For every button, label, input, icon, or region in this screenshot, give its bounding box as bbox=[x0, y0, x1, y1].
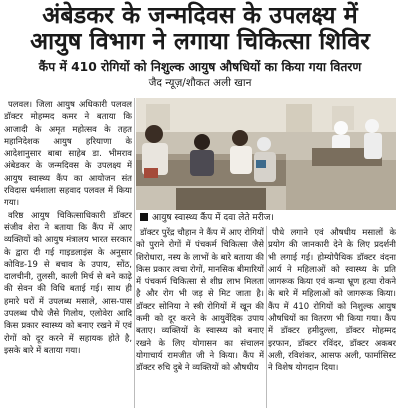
camp-photo-illustration bbox=[136, 98, 396, 210]
byline: जैद न्यूज़/शौकत अली खान bbox=[148, 76, 252, 89]
column-divider bbox=[266, 226, 267, 408]
article-body bbox=[4, 98, 396, 408]
photo-caption: आयुष स्वास्थ्य कैंप में दवा लेते मरीज। bbox=[136, 211, 396, 225]
paragraph: वरिष्ठ आयुष चिकित्साधिकारी डॉक्टर संजीव शेरा ने बताया कि कैंप में आए व्यक्तियों को आयुष मंत्रालय भारत सरकार के द्वारा दी गई गाइडलाइंस के अनुसार कोविड-19 से बचाव के उपाय, सोंठ, दालचीनी, तुलसी, काली मिर्च से बने काढ़े की सेवन की विधि बताई गई। साथ ही हमारे घरों में उपलब्ध मसाले, आस-पास उपलब्ध पौधे जैसे गिलोय, एलोवेरा आदि किस प्रकार स्वास्थ्य को बनाए रखने में एवं रोगों को दूर करने में सहायक होते है, इसके बारे में बताया गया। bbox=[4, 209, 132, 355]
headline-line-2: आयुष विभाग ने लगाया चिकित्सा शिविर bbox=[30, 27, 370, 56]
column-divider bbox=[134, 98, 135, 408]
paragraph: डॉक्टर पुरेंद्र चौहान ने कैंप में आए रोगियों को पुराने रोगों में पंचकर्म चिकित्सा जैसे शिरोधारा, नस्य के लाभों के बारे बताया की किस प्रकार त्वचा रोगों, मानसिक बीमारियों में पंचकर्म चिकित्सा से शीघ्र लाभ मिलता है और रोग भी जड़ से मिट जाता है। डॉक्टर सोनिया ने स्त्री रोगियों में खून की कमी को दूर करने के आयुर्वेदिक उपाय बताए। व्यक्तियों के स्वास्थ्य को बनाए रखने के लिए योगासन का संचालन योगाचार्य रामजीत जी ने किया। कैंप में डॉक्टर रुचि दुबे ने व्यक्तियों को औषधीय bbox=[136, 227, 264, 373]
article-column-2 bbox=[136, 226, 264, 408]
headline-line-1: अंबेडकर के जन्मदिवस के उपलक्ष्य में bbox=[42, 1, 358, 29]
paragraph: पलवल। जिला आयुष अधिकारी पलवल डॉक्टर मोहम्मद कमर ने बताया कि आजादी के अमृत महोत्सव के तहत महानिदेशक आयुष हरियाणा के आदेशानुसार बाबा साहेब डा. भीमराव अंबेडकर के जन्मदिवस के उपलक्ष्य में आयुष स्वास्थ्य कैंप का आयोजन संत रविदास धर्मशाला सहवाद पलवल में किया गया। bbox=[4, 99, 132, 208]
article-column-3 bbox=[268, 226, 396, 408]
subheadline: कैंप में 410 रोगियों को निशुल्क आयुष औषधियों का किया गया वितरण bbox=[38, 59, 362, 74]
article-column-1 bbox=[4, 98, 132, 408]
paragraph: पौधे लगाने एवं औषधीय मसालों के प्रयोग की जानकारी देने के लिए प्रदर्शनी भी लगाई गई। होम्योपैथिक डॉक्टर वंदना आर्य ने महिलाओं को स्वास्थ्य के प्रति जागरूक किया एवं कन्या भ्रूण हत्या रोकने के बारे में महिलाओं को जागरूक किया। कैंप में 410 रोगियों को निशुल्क आयुष औषधियों का वितरण भी किया गया। कैंप में डॉक्टर हमीदुल्ला, डॉक्टर मोहम्मद इरफान, डॉक्टर रविंदर, डॉक्टर अकबर अली, रविशंकर, आसफ अली, फार्मासिस्ट ने विशेष योगदान दिया। bbox=[268, 227, 396, 373]
camp-photo bbox=[136, 98, 396, 210]
